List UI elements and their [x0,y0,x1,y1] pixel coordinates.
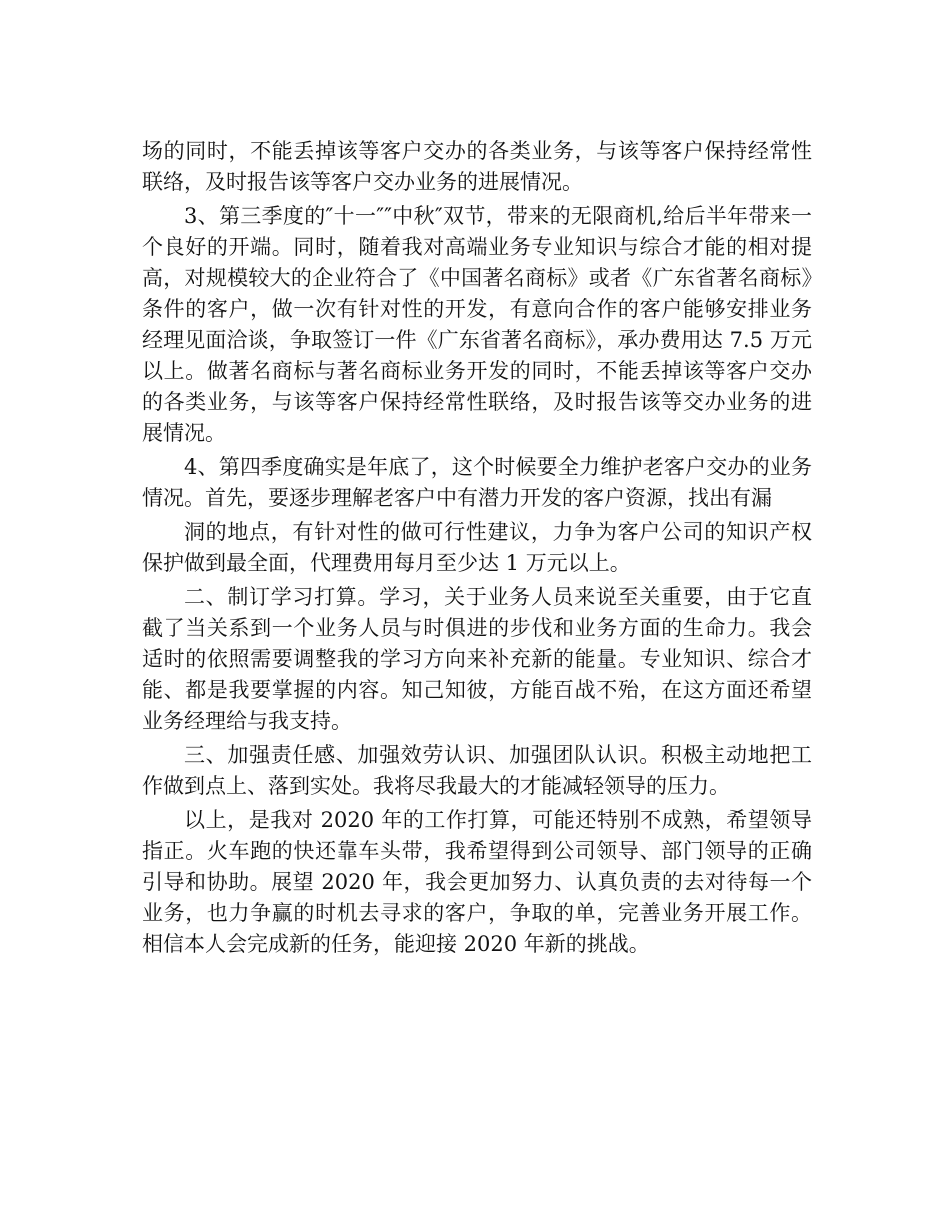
paragraph-1: 场的同时，不能丢掉该等客户交办的各类业务，与该等客户保持经常性联络，及时报告该等客户交办业务的进展情况。 [142,139,812,194]
paragraph-2: 3、第三季度的″十一″″中秋″双节，带来的无限商机,给后半年带来一个良好的开端。同时，随着我对高端业务专业知识与综合才能的相对提高，对规模较大的企业符合了《中国著名商标》或者《广东省著名商标》条件的客户，做一次有针对性的开发，有意向合作的客户能够安排业务经理见面洽谈，争取签订一件《广东省著名商标》，承办费用达 7.5 万元以上。做著名商标与著名商标业务开发的同时，不能丢掉该等客户交办的各类业务，与该等客户保持经常性联络，及时报告该等交办业务的进展情况。 [142,204,812,445]
paragraph-6: 三、加强责任感、加强效劳认识、加强团队认识。积极主动地把工作做到点上、落到实处。我将尽我最大的才能减轻领导的压力。 [142,743,812,798]
document-page [142,136,812,963]
paragraph-7: 以上，是我对 2020 年的工作打算，可能还特别不成熟，希望领导指正。火车跑的快还靠车头带，我希望得到公司领导、部门领导的正确引导和协助。展望 2020 年，我会更加努力、认真负责的去对待每一个业务，也力争赢的时机去寻求的客户，争取的单，完善业务开展工作。相信本人会完成新的任务，能迎接 2020 年新的挑战。 [142,808,812,956]
paragraph-5: 二、制订学习打算。学习，关于业务人员来说至关重要，由于它直截了当关系到一个业务人员与时俱进的步伐和业务方面的生命力。我会适时的依照需要调整我的学习方向来补充新的能量。专业知识、综合才能、都是我要掌握的内容。知己知彼，方能百战不殆，在这方面还希望业务经理给与我支持。 [142,585,812,733]
paragraph-4: 洞的地点，有针对性的做可行性建议，力争为客户公司的知识产权保护做到最全面，代理费用每月至少达 1 万元以上。 [142,520,812,575]
paragraph-3: 4、第四季度确实是年底了，这个时候要全力维护老客户交办的业务情况。首先，要逐步理解老客户中有潜力开发的客户资源，找出有漏 [142,455,812,510]
